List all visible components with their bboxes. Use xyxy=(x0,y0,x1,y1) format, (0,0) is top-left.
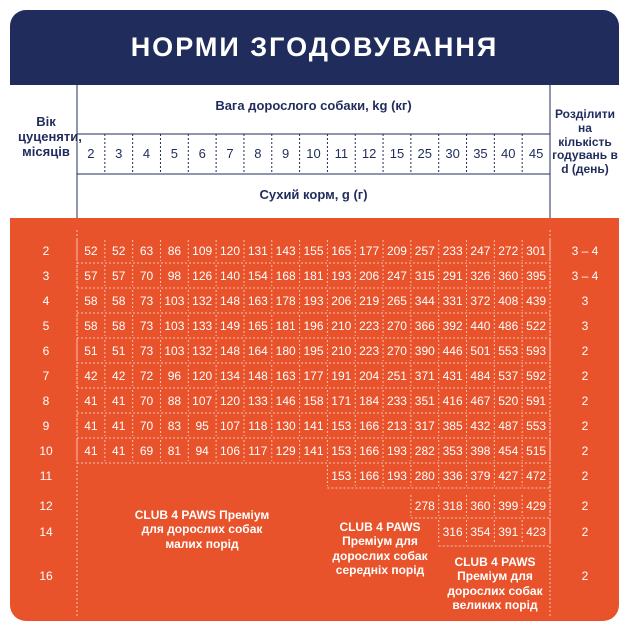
product-large-breeds: CLUB 4 PAWS Преміум для дорослих собак великих порід xyxy=(447,555,543,613)
food-cell: 423 xyxy=(526,525,547,539)
food-cell: 148 xyxy=(220,343,241,358)
food-cell: 270 xyxy=(386,343,407,358)
food-cell: 247 xyxy=(386,268,407,283)
food-cell: 153 xyxy=(331,468,352,483)
food-cell: 353 xyxy=(442,443,463,458)
feedings-cell: 2 xyxy=(581,468,589,483)
weight-label: 5 xyxy=(170,146,178,161)
food-cell: 233 xyxy=(442,243,463,258)
weight-label: 9 xyxy=(282,146,290,161)
feedings-cell: 3 xyxy=(581,293,589,308)
weight-label: 6 xyxy=(198,146,206,161)
food-cell: 132 xyxy=(192,293,213,308)
food-cell: 177 xyxy=(359,243,380,258)
feedings-cell: 2 xyxy=(581,368,589,383)
age-cell: 9 xyxy=(42,418,50,433)
food-cell: 63 xyxy=(139,243,154,258)
food-cell: 278 xyxy=(414,498,435,513)
food-cell: 131 xyxy=(247,243,268,258)
product-medium-breeds: CLUB 4 PAWS Преміум для дорослих собак середніх порід xyxy=(332,520,428,578)
food-cell: 171 xyxy=(331,393,352,408)
food-cell: 399 xyxy=(498,498,519,513)
feedings-header: Розділити на кількість годувань в d (день) xyxy=(552,107,618,177)
food-cell: 120 xyxy=(192,368,213,383)
food-cell: 472 xyxy=(526,468,547,483)
food-cell: 191 xyxy=(331,368,352,383)
food-cell: 432 xyxy=(470,418,491,433)
food-cell: 484 xyxy=(470,368,491,383)
food-cell: 181 xyxy=(275,318,296,333)
food-cell: 487 xyxy=(498,418,519,433)
food-cell: 372 xyxy=(470,293,491,308)
food-cell: 301 xyxy=(526,243,547,258)
food-cell: 107 xyxy=(220,418,241,433)
food-cell: 58 xyxy=(112,318,126,333)
food-cell: 315 xyxy=(414,268,435,283)
weight-label: 11 xyxy=(334,146,349,161)
weight-label: 15 xyxy=(389,146,405,161)
food-cell: 193 xyxy=(386,443,407,458)
food-cell: 210 xyxy=(331,343,352,358)
food-cell: 163 xyxy=(247,293,268,308)
food-cell: 317 xyxy=(414,418,435,433)
weight-label: 2 xyxy=(87,146,95,161)
food-cell: 326 xyxy=(470,268,491,283)
food-cell: 73 xyxy=(139,293,154,308)
food-cell: 272 xyxy=(498,243,519,258)
food-cell: 351 xyxy=(414,393,435,408)
food-cell: 392 xyxy=(442,318,463,333)
food-cell: 52 xyxy=(84,243,98,258)
food-cell: 213 xyxy=(386,418,407,433)
food-cell: 257 xyxy=(414,243,435,258)
food-cell: 134 xyxy=(220,368,241,383)
food-cell: 223 xyxy=(359,343,380,358)
food-cell: 133 xyxy=(247,393,268,408)
food-cell: 158 xyxy=(303,393,324,408)
product-small-breeds: CLUB 4 PAWS Преміум для дорослих собак малих порід xyxy=(134,508,270,551)
food-cell: 408 xyxy=(498,293,519,308)
food-cell: 130 xyxy=(275,418,296,433)
feedings-cell: 2 xyxy=(581,393,589,408)
food-cell: 141 xyxy=(303,418,324,433)
food-cell: 154 xyxy=(247,268,268,283)
food-cell: 196 xyxy=(303,318,324,333)
food-cell: 431 xyxy=(442,368,463,383)
food-cell: 141 xyxy=(303,443,324,458)
food-cell: 51 xyxy=(112,343,126,358)
food-cell: 41 xyxy=(84,418,98,433)
food-cell: 391 xyxy=(498,525,519,539)
weight-label: 12 xyxy=(361,146,377,161)
food-cell: 316 xyxy=(442,525,463,539)
age-cell: 7 xyxy=(42,368,50,383)
food-cell: 178 xyxy=(275,293,296,308)
food-cell: 251 xyxy=(386,368,407,383)
food-cell: 103 xyxy=(164,293,185,308)
food-cell: 467 xyxy=(470,393,491,408)
feedings-cell: 2 xyxy=(581,525,589,539)
age-cell: 12 xyxy=(39,498,53,513)
food-cell: 153 xyxy=(331,443,352,458)
food-cell: 41 xyxy=(112,443,126,458)
food-cell: 72 xyxy=(139,368,154,383)
food-cell: 120 xyxy=(220,243,241,258)
food-cell: 41 xyxy=(112,418,126,433)
food-cell: 515 xyxy=(526,443,547,458)
food-cell: 168 xyxy=(275,268,296,283)
food-cell: 52 xyxy=(112,243,126,258)
feedings-cell: 2 xyxy=(581,343,589,358)
food-cell: 120 xyxy=(220,393,241,408)
feedings-cell: 3 xyxy=(581,318,589,333)
age-cell: 6 xyxy=(42,343,50,358)
weight-label: 10 xyxy=(306,146,321,161)
feedings-cell: 3 – 4 xyxy=(571,268,599,283)
food-cell: 206 xyxy=(359,268,380,283)
age-cell: 3 xyxy=(42,268,50,283)
food-cell: 385 xyxy=(442,418,463,433)
food-cell: 440 xyxy=(470,318,491,333)
food-cell: 88 xyxy=(167,393,182,408)
food-cell: 155 xyxy=(303,243,324,258)
food-cell: 73 xyxy=(139,318,154,333)
age-header: Вік цуценяти, місяців xyxy=(18,114,82,159)
food-cell: 166 xyxy=(359,418,380,433)
feedings-cell: 3 – 4 xyxy=(571,243,599,258)
food-cell: 117 xyxy=(248,443,268,458)
food-cell: 164 xyxy=(247,343,268,358)
food-cell: 58 xyxy=(112,293,126,308)
food-cell: 416 xyxy=(442,393,463,408)
weight-label: 40 xyxy=(501,146,516,161)
feedings-cell: 2 xyxy=(581,569,589,583)
food-cell: 41 xyxy=(84,393,98,408)
food-cell: 280 xyxy=(414,468,435,483)
food-cell: 354 xyxy=(470,525,491,539)
feedings-cell: 2 xyxy=(581,498,589,513)
food-cell: 593 xyxy=(526,343,547,358)
food-cell: 86 xyxy=(167,243,182,258)
food-cell: 193 xyxy=(331,268,352,283)
food-cell: 98 xyxy=(167,268,182,283)
age-cell: 8 xyxy=(42,393,50,408)
food-cell: 336 xyxy=(442,468,463,483)
food-cell: 148 xyxy=(247,368,268,383)
food-cell: 344 xyxy=(414,293,435,308)
food-cell: 177 xyxy=(303,368,324,383)
food-cell: 553 xyxy=(498,343,519,358)
feeding-table xyxy=(10,10,619,621)
weight-label: 35 xyxy=(473,146,488,161)
food-cell: 51 xyxy=(84,343,98,358)
food-cell: 81 xyxy=(167,443,182,458)
food-cell: 282 xyxy=(414,443,435,458)
food-cell: 210 xyxy=(331,318,352,333)
food-cell: 181 xyxy=(303,268,324,283)
food-header: Сухий корм, g (г) xyxy=(259,187,368,202)
food-cell: 57 xyxy=(84,268,98,283)
food-cell: 118 xyxy=(248,418,268,433)
food-cell: 165 xyxy=(247,318,268,333)
food-cell: 219 xyxy=(359,293,380,308)
food-cell: 193 xyxy=(386,468,407,483)
food-cell: 366 xyxy=(414,318,435,333)
food-cell: 291 xyxy=(442,268,463,283)
food-cell: 103 xyxy=(164,318,185,333)
weight-label: 4 xyxy=(142,146,151,161)
food-cell: 184 xyxy=(359,393,380,408)
age-cell: 5 xyxy=(42,318,50,333)
food-cell: 501 xyxy=(470,343,491,358)
feedings-cell: 2 xyxy=(581,443,589,458)
food-cell: 223 xyxy=(359,318,380,333)
food-cell: 106 xyxy=(220,443,241,458)
food-cell: 126 xyxy=(192,268,213,283)
food-cell: 165 xyxy=(331,243,352,258)
food-cell: 41 xyxy=(112,393,126,408)
food-cell: 439 xyxy=(526,293,547,308)
food-cell: 537 xyxy=(498,368,519,383)
food-cell: 247 xyxy=(470,243,491,258)
food-cell: 96 xyxy=(167,368,182,383)
food-cell: 58 xyxy=(84,293,98,308)
food-cell: 41 xyxy=(84,443,98,458)
food-cell: 153 xyxy=(331,418,352,433)
food-cell: 163 xyxy=(275,368,296,383)
food-cell: 520 xyxy=(498,393,519,408)
food-cell: 133 xyxy=(192,318,213,333)
food-cell: 70 xyxy=(139,268,154,283)
weight-label: 30 xyxy=(445,146,460,161)
age-cell: 11 xyxy=(39,468,53,483)
food-cell: 206 xyxy=(331,293,352,308)
food-cell: 270 xyxy=(386,318,407,333)
food-cell: 360 xyxy=(498,268,519,283)
age-cell: 16 xyxy=(39,569,53,583)
food-cell: 132 xyxy=(192,343,213,358)
food-cell: 591 xyxy=(526,393,547,408)
food-cell: 94 xyxy=(195,443,209,458)
food-cell: 398 xyxy=(470,443,491,458)
food-cell: 166 xyxy=(359,443,380,458)
weight-label: 45 xyxy=(528,146,544,161)
food-cell: 395 xyxy=(526,268,547,283)
food-cell: 429 xyxy=(526,498,547,513)
data-area xyxy=(10,218,619,621)
food-cell: 129 xyxy=(275,443,296,458)
food-cell: 486 xyxy=(498,318,519,333)
food-cell: 140 xyxy=(220,268,241,283)
food-cell: 265 xyxy=(386,293,407,308)
food-cell: 446 xyxy=(442,343,463,358)
food-cell: 146 xyxy=(275,393,296,408)
food-cell: 390 xyxy=(414,343,435,358)
food-cell: 553 xyxy=(526,418,547,433)
food-cell: 109 xyxy=(192,243,213,258)
food-cell: 143 xyxy=(275,243,296,258)
food-cell: 209 xyxy=(386,243,407,258)
food-cell: 427 xyxy=(498,468,519,483)
food-cell: 107 xyxy=(192,393,213,408)
food-cell: 318 xyxy=(442,498,463,513)
food-cell: 58 xyxy=(84,318,98,333)
food-cell: 42 xyxy=(112,368,126,383)
food-cell: 149 xyxy=(220,318,241,333)
food-cell: 233 xyxy=(386,393,407,408)
food-cell: 83 xyxy=(167,418,182,433)
food-cell: 454 xyxy=(498,443,519,458)
age-cell: 4 xyxy=(42,293,50,308)
weight-label: 7 xyxy=(226,146,234,161)
food-cell: 195 xyxy=(303,343,324,358)
food-cell: 592 xyxy=(526,368,547,383)
food-cell: 148 xyxy=(220,293,241,308)
food-cell: 180 xyxy=(275,343,296,358)
feedings-cell: 2 xyxy=(581,418,589,433)
food-cell: 42 xyxy=(84,368,98,383)
food-cell: 69 xyxy=(139,443,154,458)
age-cell: 2 xyxy=(42,243,50,258)
weight-label: 3 xyxy=(115,146,123,161)
age-cell: 10 xyxy=(39,443,53,458)
food-cell: 522 xyxy=(526,318,547,333)
food-cell: 379 xyxy=(470,468,491,483)
food-cell: 103 xyxy=(164,343,185,358)
weight-header: Вага дорослого собаки, kg (кг) xyxy=(215,98,412,113)
age-cell: 14 xyxy=(39,525,53,539)
weight-label: 25 xyxy=(417,146,433,161)
food-cell: 193 xyxy=(303,293,324,308)
weight-label: 8 xyxy=(254,146,262,161)
food-cell: 70 xyxy=(139,393,154,408)
food-cell: 57 xyxy=(112,268,126,283)
food-cell: 371 xyxy=(414,368,435,383)
food-cell: 70 xyxy=(139,418,154,433)
food-cell: 166 xyxy=(359,468,380,483)
food-cell: 360 xyxy=(470,498,491,513)
food-cell: 95 xyxy=(195,418,209,433)
food-cell: 204 xyxy=(359,368,380,383)
page-title: НОРМИ ЗГОДОВУВАННЯ xyxy=(10,10,619,85)
food-cell: 73 xyxy=(139,343,154,358)
food-cell: 331 xyxy=(442,293,463,308)
